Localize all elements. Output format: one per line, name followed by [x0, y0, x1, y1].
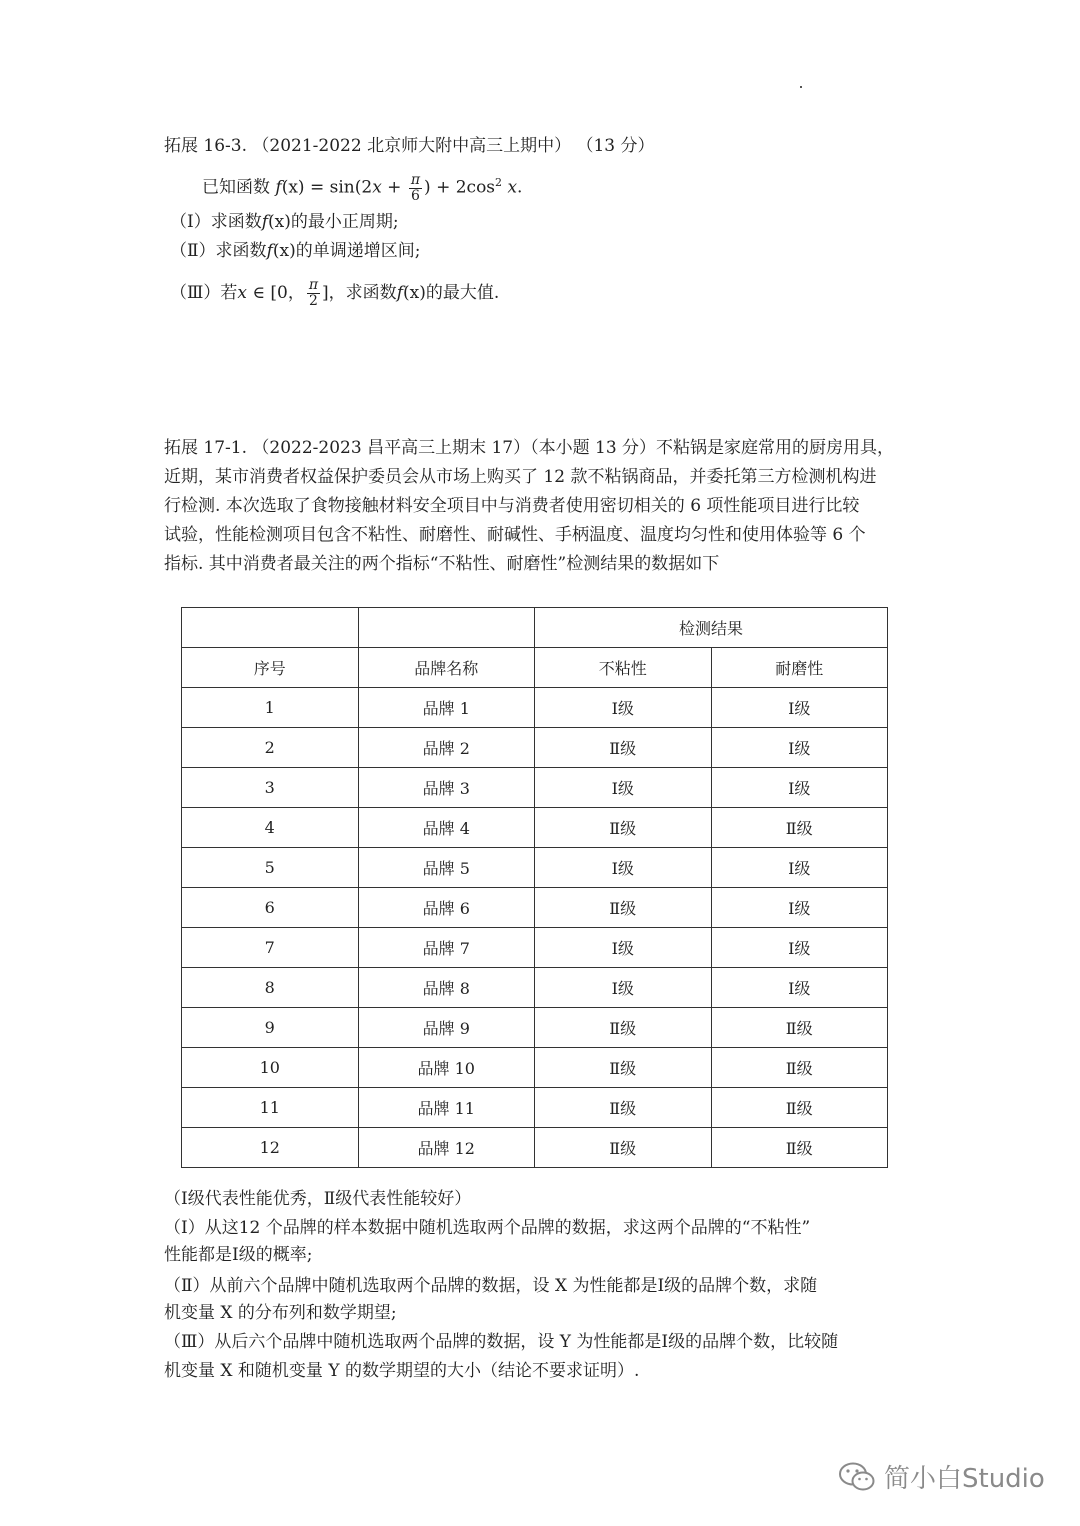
table-cell: Ⅱ级 [535, 1008, 712, 1048]
table-row [182, 968, 888, 1008]
table-row [182, 688, 888, 728]
table-row [182, 1008, 888, 1048]
table-cell: Ⅱ级 [535, 1048, 712, 1088]
col-header: 序号 [182, 648, 359, 688]
table-cell: Ⅰ级 [711, 688, 888, 728]
table-cell: 品牌 1 [358, 688, 535, 728]
question-line: 机变量 X 的分布列和数学期望; [164, 1303, 397, 1323]
problem2-intro: 拓展 17-1. （2022-2023 昌平高三上期末 17）（本小题 13 分）不粘锅是家庭常用的厨房用具， 近期，某市消费者权益保护委员会从市场上购买了 12 款不粘锅商品，并委托第三方检测机构进 行检测. 本次选取了食物接触材料安全项目中与消费者使用密切相关的 6 项性能项目进行比较 试验，性能检测项目包含不粘性、耐磨性、耐碱性、手柄温度、温度均匀性和使用体验等 6 个 指标. 其中消费者最关注的两个指标“不粘性、耐磨性”检测结果的数据如下 [164, 438, 895, 574]
col-header: 品牌名称 [358, 648, 535, 688]
table-row [182, 928, 888, 968]
table-cell: Ⅰ级 [535, 928, 712, 968]
table-cell: Ⅰ级 [535, 848, 712, 888]
table-cell: 品牌 5 [358, 848, 535, 888]
group-header: 检测结果 [535, 608, 888, 648]
table-row [182, 808, 888, 848]
problem1-given: 已知函数 f(x) = sin(2x + $\frac{\pi}{6}$ ) + $2\cos^2$ x. [202, 171, 523, 204]
table-cell: 品牌 7 [358, 928, 535, 968]
grade-note: （Ⅰ级代表性能优秀，Ⅱ级代表性能较好） [164, 1189, 472, 1209]
table-cell: Ⅱ级 [535, 1088, 712, 1128]
table-cell: 10 [182, 1048, 359, 1088]
table-header-row [182, 648, 888, 688]
table-cell: 12 [182, 1128, 359, 1168]
table-cell: Ⅱ级 [535, 808, 712, 848]
table-cell: 品牌 6 [358, 888, 535, 928]
table-cell: 1 [182, 688, 359, 728]
table-cell: 品牌 2 [358, 728, 535, 768]
table-cell: 9 [182, 1008, 359, 1048]
table-cell: 2 [182, 728, 359, 768]
table-cell: Ⅱ级 [535, 728, 712, 768]
table-cell: Ⅰ级 [711, 928, 888, 968]
problem1-header: 拓展 16-3. （2021-2022 北京师大附中高三上期中） （13 分） [164, 136, 655, 156]
table-cell: 品牌 8 [358, 968, 535, 1008]
problem1-q3: （Ⅲ）若x ∈ [0， $\frac{\pi}{2}$ ]，求函数f(x)的最大值. [170, 277, 500, 309]
wechat-icon [838, 1461, 876, 1493]
table-cell: 品牌 10 [358, 1048, 535, 1088]
question-line: （Ⅲ）从后六个品牌中随机选取两个品牌的数据，设 Y 为性能都是Ⅰ级的品牌个数，比较随 [164, 1332, 839, 1352]
table-row [182, 888, 888, 928]
pi-over-2: $\frac{\pi}{2}$ [308, 277, 319, 309]
table-cell: 5 [182, 848, 359, 888]
table-cell: 品牌 4 [358, 808, 535, 848]
table-cell: 3 [182, 768, 359, 808]
table-cell: Ⅱ级 [535, 1128, 712, 1168]
question-line: （Ⅰ）从这12 个品牌的样本数据中随机选取两个品牌的数据，求这两个品牌的“不粘性” [164, 1218, 811, 1238]
table-cell: Ⅱ级 [711, 1088, 888, 1128]
table-cell: 7 [182, 928, 359, 968]
table-cell: 4 [182, 808, 359, 848]
table-row [182, 728, 888, 768]
question-line: 性能都是Ⅰ级的概率; [164, 1245, 313, 1265]
table-cell: Ⅰ级 [711, 848, 888, 888]
results-table [181, 607, 888, 1168]
table-cell: Ⅱ级 [535, 888, 712, 928]
col-header: 耐磨性 [711, 648, 888, 688]
table-row [182, 1048, 888, 1088]
table-cell: Ⅰ级 [711, 968, 888, 1008]
table-cell: 11 [182, 1088, 359, 1128]
table-cell: 品牌 12 [358, 1128, 535, 1168]
table-cell: Ⅱ级 [711, 808, 888, 848]
table-cell: Ⅰ级 [711, 728, 888, 768]
table-cell: 8 [182, 968, 359, 1008]
table-cell: Ⅱ级 [711, 1008, 888, 1048]
speck [800, 86, 802, 88]
problem1-q1: （Ⅰ）求函数f(x)的最小正周期; [170, 212, 399, 232]
table-cell: Ⅰ级 [535, 968, 712, 1008]
table-cell: Ⅰ级 [535, 768, 712, 808]
col-header: 不粘性 [535, 648, 712, 688]
table-cell: 品牌 9 [358, 1008, 535, 1048]
table-cell: Ⅱ级 [711, 1048, 888, 1088]
table-cell: Ⅰ级 [535, 688, 712, 728]
question-line: （Ⅱ）从前六个品牌中随机选取两个品牌的数据，设 X 为性能都是Ⅰ级的品牌个数，求随 [164, 1276, 818, 1296]
table-cell: Ⅰ级 [711, 888, 888, 928]
pi-over-6: $\frac{\pi}{6}$ [410, 171, 421, 204]
table-cell: 6 [182, 888, 359, 928]
table-cell: Ⅱ级 [711, 1128, 888, 1168]
watermark: 简小白Studio [838, 1458, 1045, 1495]
table-cell: 品牌 11 [358, 1088, 535, 1128]
table-row [182, 768, 888, 808]
table-group-header-row [182, 608, 888, 648]
table-cell: 品牌 3 [358, 768, 535, 808]
question-line: 机变量 X 和随机变量 Y 的数学期望的大小（结论不要求证明）. [164, 1361, 640, 1381]
table-row [182, 1088, 888, 1128]
table-cell: Ⅰ级 [711, 768, 888, 808]
problem1-q2: （Ⅱ）求函数f(x)的单调递增区间; [170, 241, 421, 261]
table-row [182, 1128, 888, 1168]
table-row [182, 848, 888, 888]
